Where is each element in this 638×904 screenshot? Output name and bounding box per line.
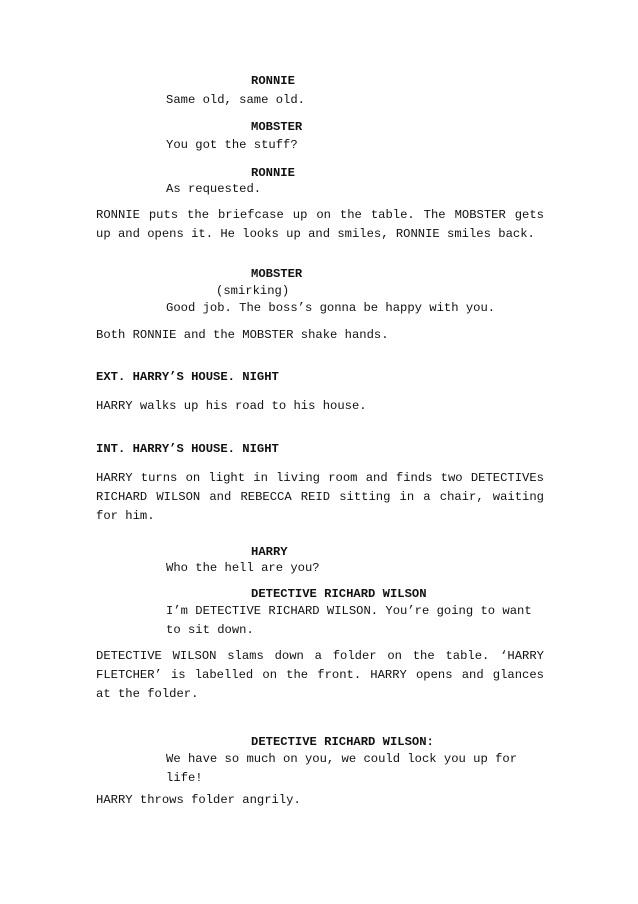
dialogue: Same old, same old. (166, 93, 305, 107)
action-line: HARRY turns on light in living room and finds two DETECTIVEs RICHARD WILSON and REBECCA REID sitting in a chair, waiting for him. (96, 471, 544, 523)
parenthetical: (smirking) (216, 284, 290, 298)
scene-heading: INT. HARRY’S HOUSE. NIGHT (96, 442, 279, 456)
action-line: HARRY walks up his road to his house. (96, 399, 367, 413)
dialogue: Good job. The boss’s gonna be happy with you. (166, 301, 496, 315)
character-name: RONNIE (251, 166, 295, 180)
action-line: DETECTIVE WILSON slams down a folder on the table. ‘HARRY FLETCHER’ is labelled on the front. HARRY opens and glances at the folder. (96, 649, 544, 701)
scene-heading: EXT. HARRY’S HOUSE. NIGHT (96, 370, 279, 384)
action-line: RONNIE puts the briefcase up on the table. The MOBSTER gets up and opens it. He looks up and smiles, RONNIE smiles back. (96, 208, 544, 241)
dialogue: As requested. (166, 182, 262, 196)
action-line: HARRY throws folder angrily. (96, 793, 301, 807)
dialogue: You got the stuff? (166, 138, 298, 152)
character-name: DETECTIVE RICHARD WILSON (251, 587, 427, 601)
dialogue: I’m DETECTIVE RICHARD WILSON. You’re going to want to sit down. (166, 604, 532, 637)
character-name: MOBSTER (251, 267, 303, 281)
character-name: HARRY (251, 545, 288, 559)
character-name: MOBSTER (251, 120, 303, 134)
dialogue: We have so much on you, we could lock you up for life! (166, 752, 518, 785)
character-name: DETECTIVE RICHARD WILSON: (251, 735, 434, 749)
character-name: RONNIE (251, 74, 295, 88)
action-line: Both RONNIE and the MOBSTER shake hands. (96, 328, 389, 342)
dialogue: Who the hell are you? (166, 561, 320, 575)
